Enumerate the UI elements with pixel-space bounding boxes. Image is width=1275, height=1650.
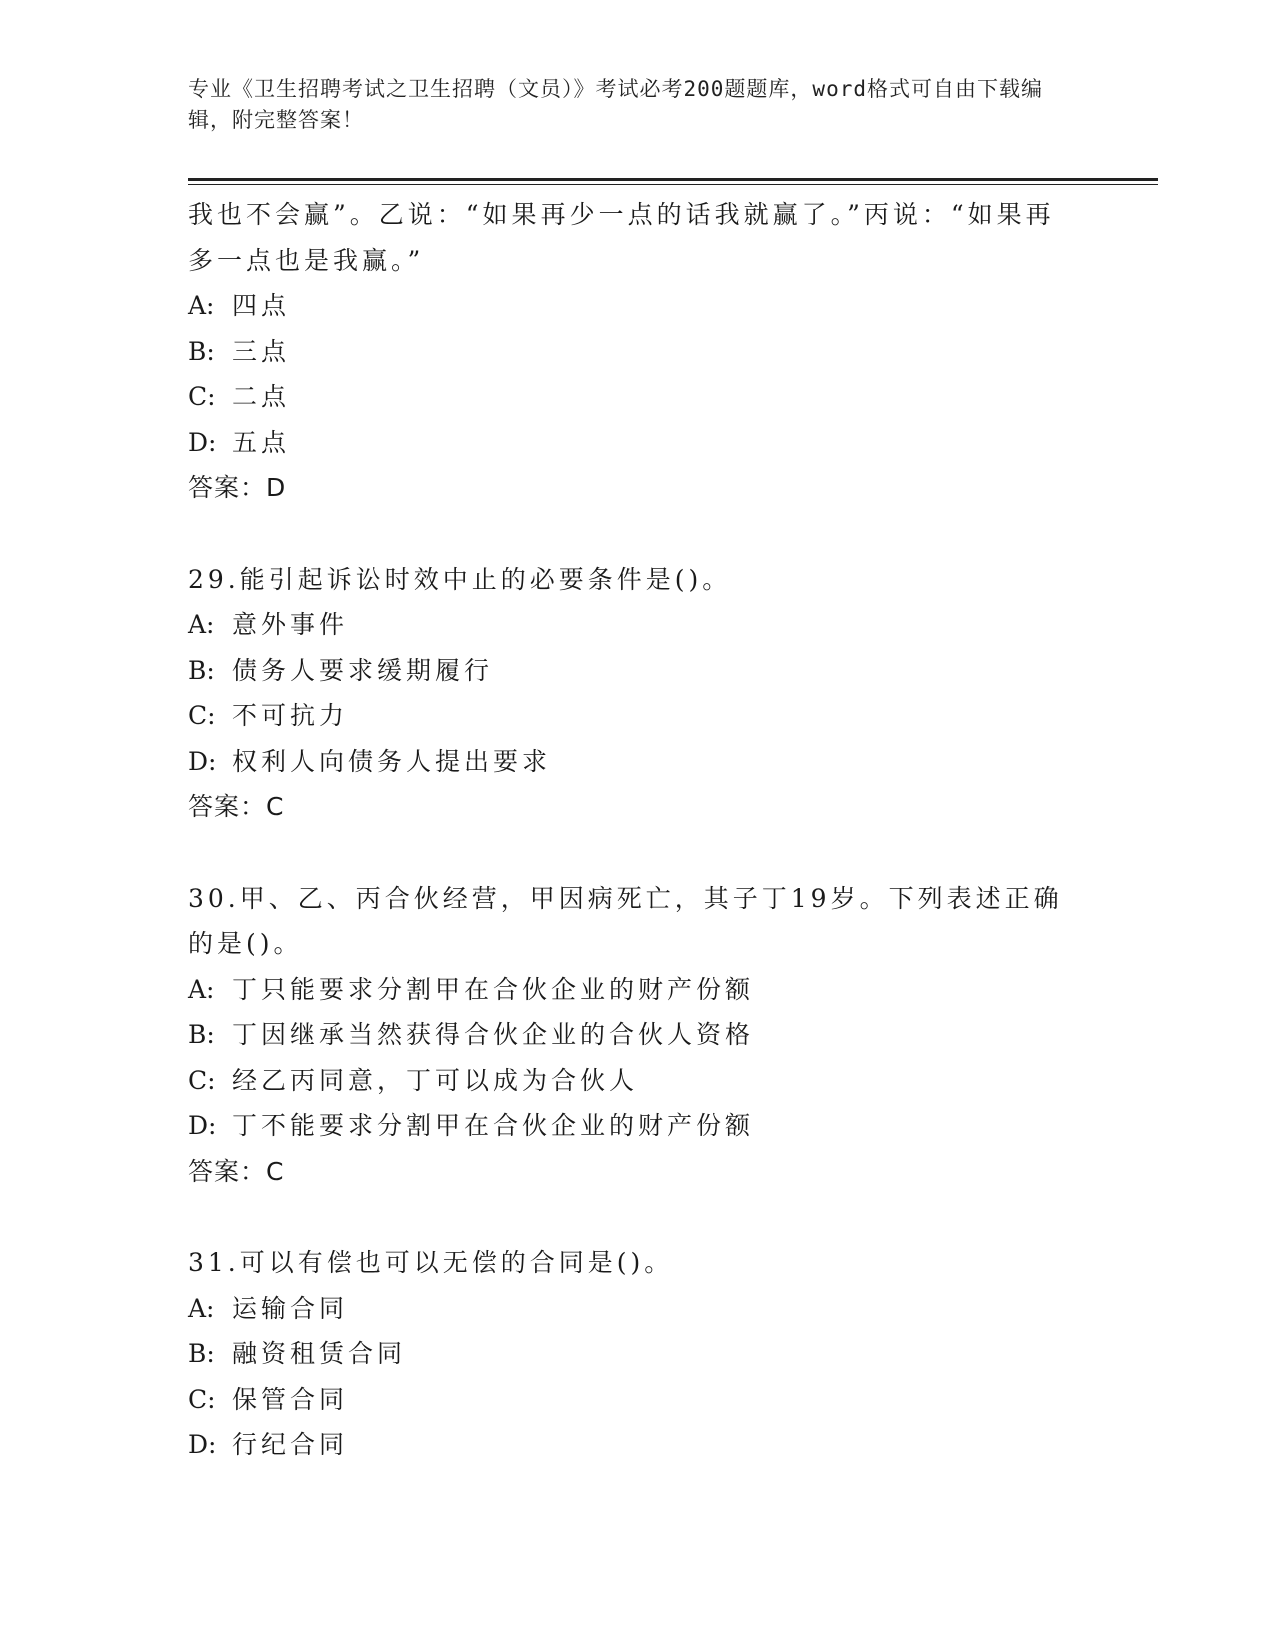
option-text: 行纪合同 <box>232 1430 349 1459</box>
question-31 <box>188 1240 1078 1468</box>
answer-line: 答案：C <box>188 1156 285 1186</box>
option-text: 经乙丙同意，丁可以成为合伙人 <box>232 1065 639 1095</box>
option-text: 债务人要求缓期履行 <box>232 655 494 685</box>
option-label: B: <box>188 1339 215 1368</box>
header-divider-thick <box>188 178 1158 181</box>
question-30 <box>188 876 1078 1195</box>
option-text: 二点 <box>232 382 291 411</box>
option-text: 四点 <box>232 291 291 320</box>
option-text: 五点 <box>232 427 291 457</box>
option-d <box>188 739 1078 785</box>
option-c <box>188 1377 1078 1423</box>
option-text: 融资租赁合同 <box>232 1339 407 1368</box>
answer-line: 答案：D <box>188 473 287 502</box>
option-label: C: <box>188 382 216 411</box>
option-label: C: <box>188 1384 216 1414</box>
document-header <box>188 74 1068 136</box>
option-label: D: <box>188 427 217 457</box>
option-d <box>188 1422 1078 1468</box>
option-b <box>188 329 1078 375</box>
option-text: 丁因继承当然获得合伙企业的合伙人资格 <box>232 1020 755 1049</box>
header-text: 专业《卫生招聘考试之卫生招聘（文员）》考试必考200题题库，word格式可自由下载编辑，附完整答案！ <box>188 77 1043 132</box>
option-a <box>188 283 1078 329</box>
answer-line: 答案：C <box>188 792 285 821</box>
option-b <box>188 1012 1078 1058</box>
option-label: B: <box>188 336 215 366</box>
header-divider-thin <box>188 184 1158 185</box>
question-28-continuation <box>188 192 1078 511</box>
option-a <box>188 1286 1078 1332</box>
question-29 <box>188 557 1078 830</box>
question-text: 29.能引起诉讼时效中止的必要条件是()。 <box>188 564 732 594</box>
option-text: 三点 <box>232 336 291 366</box>
option-label: D: <box>188 1430 217 1459</box>
option-text: 不可抗力 <box>232 701 349 730</box>
option-text: 丁只能要求分割甲在合伙企业的财产份额 <box>232 974 755 1004</box>
option-label: A: <box>188 610 215 639</box>
question-list <box>188 192 1078 1468</box>
question-text: 31.可以有偿也可以无偿的合同是()。 <box>188 1248 674 1277</box>
option-text: 运输合同 <box>232 1293 349 1323</box>
option-label: D: <box>188 1111 217 1140</box>
option-label: A: <box>188 291 215 320</box>
option-b <box>188 648 1078 694</box>
option-text: 丁不能要求分割甲在合伙企业的财产份额 <box>232 1111 755 1140</box>
option-text: 保管合同 <box>232 1384 349 1414</box>
option-a <box>188 602 1078 648</box>
option-a <box>188 967 1078 1013</box>
option-b <box>188 1331 1078 1377</box>
option-c <box>188 693 1078 739</box>
question-text: 我也不会赢”。乙说：“如果再少一点的话我就赢了。”丙说：“如果再多一点也是我赢。” <box>188 200 1055 275</box>
option-label: C: <box>188 701 216 730</box>
option-text: 权利人向债务人提出要求 <box>232 746 552 776</box>
option-label: B: <box>188 655 215 685</box>
option-text: 意外事件 <box>232 610 349 639</box>
option-label: A: <box>188 974 215 1004</box>
option-d <box>188 420 1078 466</box>
option-label: A: <box>188 1293 215 1323</box>
option-label: D: <box>188 746 217 776</box>
option-c <box>188 1058 1078 1104</box>
option-d <box>188 1103 1078 1149</box>
option-label: C: <box>188 1065 216 1095</box>
option-c <box>188 374 1078 420</box>
question-text: 30.甲、乙、丙合伙经营，甲因病死亡，其子丁19岁。下列表述正确的是()。 <box>188 883 1063 958</box>
option-label: B: <box>188 1020 215 1049</box>
